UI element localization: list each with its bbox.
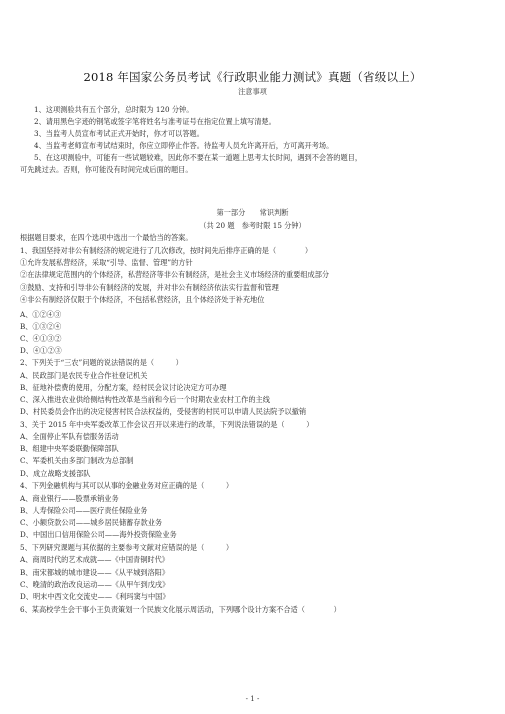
answer-option: A、民政部门是农民专业合作社登记机关 <box>20 371 148 380</box>
question-statement: ①允许发展私营经济，采取“引导、监督、管理”的方针 <box>20 258 193 267</box>
answer-option: D、成立战略支援部队 <box>20 469 91 478</box>
notice-item: 1、这项测验共有五个部分，总时限为 120 分钟。 <box>34 105 194 114</box>
question-statement: ②在法律规定范围内的个体经济，私营经济等非公有制经济，是社会主义市场经济的重要组成部分 <box>20 270 330 279</box>
answer-option: B、人寿保险公司——医疗责任保险业务 <box>20 506 148 515</box>
question-stem: 5、下列研究课题与其依据的主要参考文献对应错误的是（ ） <box>20 543 234 552</box>
question-statement: ④非公有制经济仅限于个体经济，不包括私营经济，且个体经济处于补充地位 <box>20 295 265 304</box>
notice-heading: 注意事项 <box>238 87 267 96</box>
page-number: - 1 - <box>245 695 260 703</box>
answer-option: B、组建中央军委联勤保障部队 <box>20 444 119 453</box>
answer-option: C、④①③② <box>20 334 62 343</box>
answer-option: A、①②④③ <box>20 310 62 319</box>
notice-item-continued: 可先跳过去。否则，你可能没有时间完成后面的题目。 <box>20 165 193 174</box>
notice-item: 5、在这项测验中，可能有一些试题较难，因此你不要在某一道题上思考太长时间，遇到不会答的题目， <box>34 153 363 162</box>
answer-option: B、征地补偿费的使用，分配方案，经村民会议讨论决定方可办理 <box>20 383 227 392</box>
notice-item: 4、当监考老师宣布考试结束时，你应立即停止作答。待监考人员允许离开后，方可离开考场。 <box>34 141 334 150</box>
question-stem: 6、某高校学生会干事小王负责策划一个民族文化展示周活动，下列哪个设计方案不合适（ ） <box>20 605 341 614</box>
answer-option: D、村民委员会作出的决定侵害村民合法权益的，受侵害的村民可以申请人民法院予以撤销 <box>20 407 307 416</box>
answer-option: D、中国出口信用保险公司——海外投资保险业务 <box>20 530 177 539</box>
question-stem: 4、下列金融机构与其可以从事的金融业务对应正确的是（ ） <box>20 481 234 490</box>
answer-option: A、商业银行——股票承销业务 <box>20 494 119 503</box>
answer-option: D、④①②③ <box>20 346 62 355</box>
section-title: 第一部分 常识判断 <box>216 208 289 217</box>
answer-option: C、深入推进农业供给侧结构性改革是当前和今后一个时期农业农村工作的主线 <box>20 395 270 404</box>
answer-option: A、商周时代的艺术成就——《中国青铜时代》 <box>20 555 169 564</box>
answer-option: D、明末中西文化交流史——《利玛窦与中国》 <box>20 592 170 601</box>
notice-item: 3、当监考人员宣布考试正式开始时，你才可以答题。 <box>34 129 204 138</box>
document-title: 2018 年国家公务员考试《行政职业能力测试》真题（省级以上） <box>83 70 422 84</box>
section-instruction: 根据题目要求，在四个选项中选出一个最恰当的答案。 <box>20 233 193 242</box>
answer-option: B、南宋都城的城市建设——《从平城到洛阳》 <box>20 568 170 577</box>
answer-option: C、晚清的政治改良运动——《从甲午到戊戌》 <box>20 580 170 589</box>
answer-option: C、小额贷款公司——城乡居民储蓄存款业务 <box>20 518 163 527</box>
section-subtitle: （共 20 题 参考时限 15 分钟） <box>199 221 306 230</box>
question-stem: 1、我国坚持对非公有制经济的规定进行了几次修改，按时间先后排序正确的是（ ） <box>20 246 313 255</box>
answer-option: A、全面停止军队有偿服务活动 <box>20 432 119 441</box>
question-statement: ③鼓励、支持和引导非公有制经济的发展，并对非公有制经济依法实行监督和管理 <box>20 283 279 292</box>
question-stem: 3、关于 2015 年中央军委改革工作会议召开以来进行的改革，下列说法错误的是（ ） <box>20 420 314 429</box>
question-stem: 2、下列关于“三农”问题的说法错误的是（ ） <box>20 358 183 367</box>
answer-option: C、军委机关由多部门制改为总部制 <box>20 456 134 465</box>
answer-option: B、①③②④ <box>20 322 62 331</box>
notice-item: 2、请用黑色字迹的钢笔或签字笔将姓名与准考证号在指定位置上填写清楚。 <box>34 117 276 126</box>
